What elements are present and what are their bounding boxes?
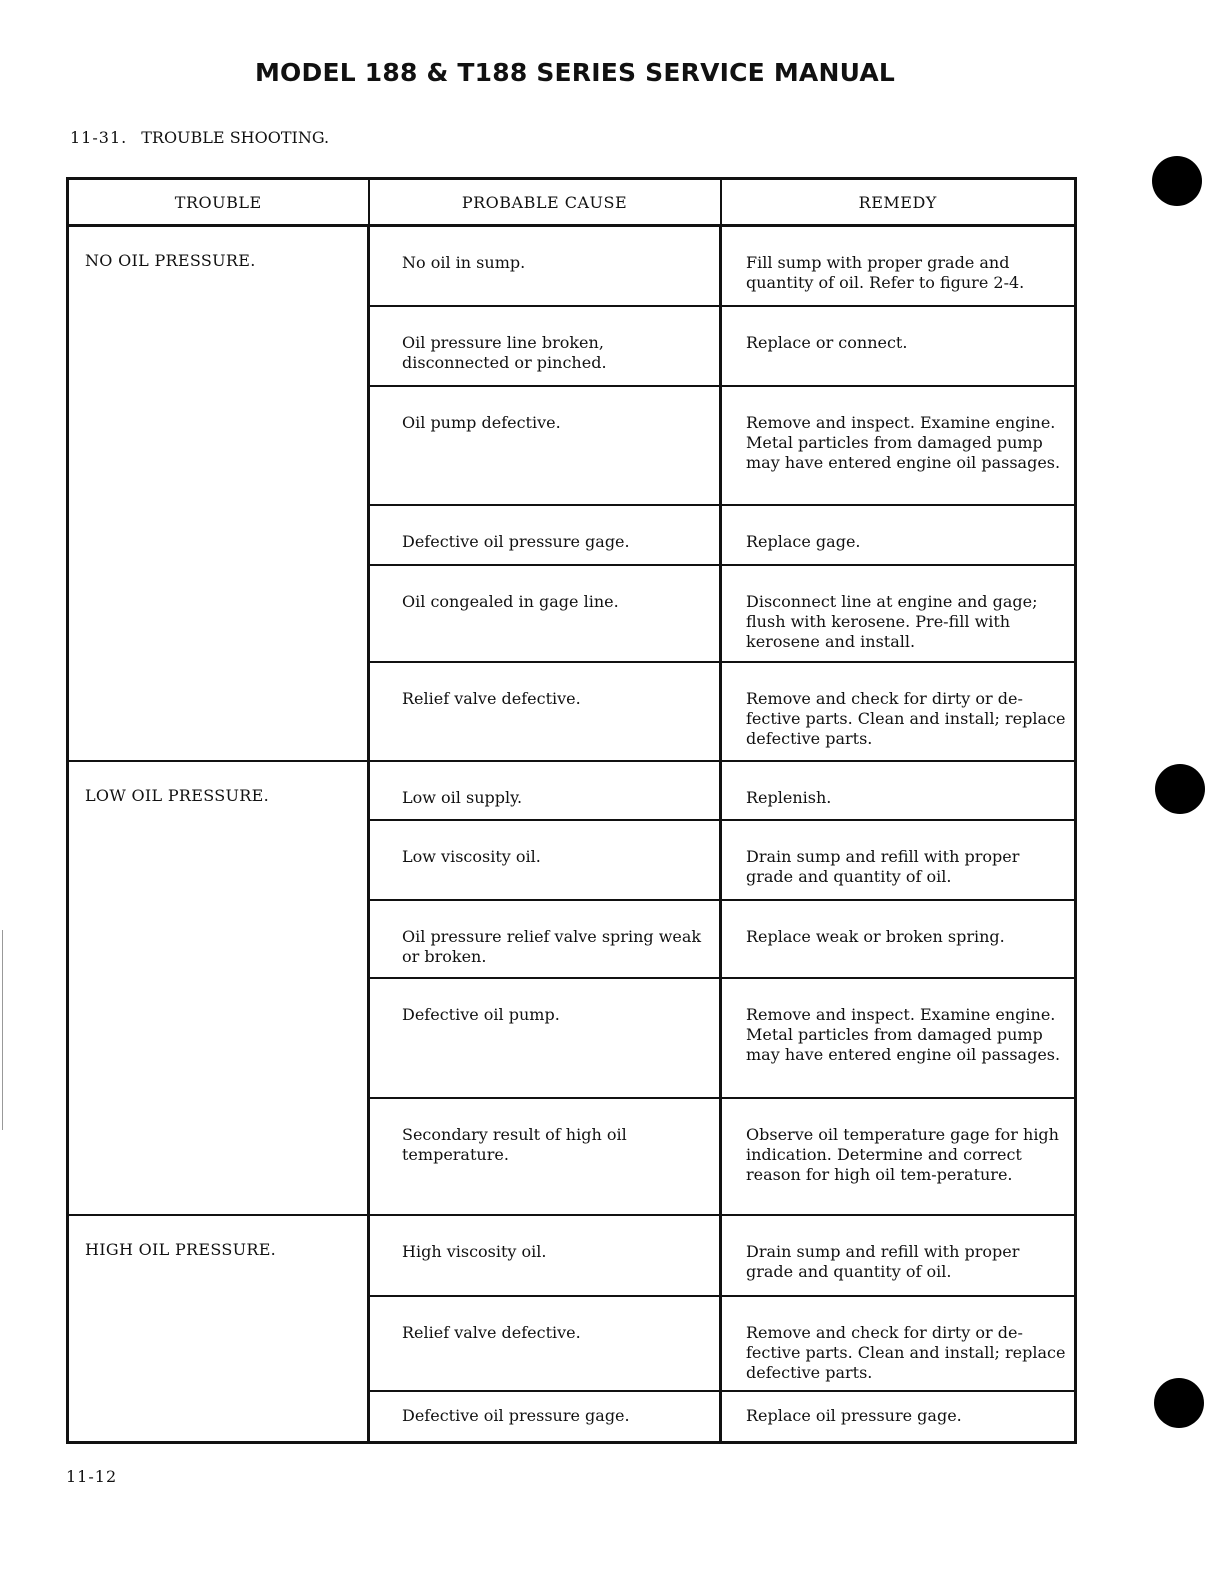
cause-cell: Oil pump defective. [369, 386, 721, 505]
remedy-cell: Replace gage. [721, 505, 1076, 565]
column-header-probable-cause: PROBABLE CAUSE [369, 179, 721, 226]
remedy-cell: Replace oil pressure gage. [721, 1391, 1076, 1443]
section-heading [70, 128, 329, 147]
troubleshooting-table [66, 177, 1077, 1444]
remedy-cell: Drain sump and refill with proper grade and quantity of oil. [721, 820, 1076, 900]
cause-cell: No oil in sump. [369, 226, 721, 306]
binder-hole-marker [1154, 1378, 1204, 1428]
cause-cell: Defective oil pressure gage. [369, 505, 721, 565]
remedy-cell: Replenish. [721, 761, 1076, 820]
table-row [68, 761, 1076, 820]
remedy-cell: Fill sump with proper grade and quantity of oil. Refer to figure 2-4. [721, 226, 1076, 306]
remedy-cell: Remove and check for dirty or de-fective parts. Clean and install; replace defective parts. [721, 1296, 1076, 1391]
cause-cell: Defective oil pump. [369, 978, 721, 1098]
cause-cell: Oil pressure line broken, disconnected or pinched. [369, 306, 721, 386]
page-header-title: MODEL 188 & T188 SERIES SERVICE MANUAL [254, 58, 896, 87]
cause-cell: Oil congealed in gage line. [369, 565, 721, 662]
page-number: 11-12 [66, 1467, 118, 1486]
remedy-cell: Remove and inspect. Examine engine. Metal particles from damaged pump may have entered engine oil passages. [721, 978, 1076, 1098]
remedy-cell: Disconnect line at engine and gage; flush with kerosene. Pre-fill with kerosene and install. [721, 565, 1076, 662]
cause-cell: Relief valve defective. [369, 1296, 721, 1391]
cause-cell: Defective oil pressure gage. [369, 1391, 721, 1443]
cause-cell: High viscosity oil. [369, 1215, 721, 1296]
trouble-cell: LOW OIL PRESSURE. [68, 761, 369, 1215]
trouble-cell: HIGH OIL PRESSURE. [68, 1215, 369, 1443]
trouble-cell: NO OIL PRESSURE. [68, 226, 369, 761]
binder-hole-marker [1155, 764, 1205, 814]
remedy-cell: Remove and inspect. Examine engine. Metal particles from damaged pump may have entered engine oil passages. [721, 386, 1076, 505]
remedy-cell: Replace or connect. [721, 306, 1076, 386]
remedy-cell: Drain sump and refill with proper grade and quantity of oil. [721, 1215, 1076, 1296]
cause-cell: Oil pressure relief valve spring weak or broken. [369, 900, 721, 978]
column-header-remedy: REMEDY [721, 179, 1076, 226]
cause-cell: Relief valve defective. [369, 662, 721, 761]
remedy-cell: Remove and check for dirty or de-fective parts. Clean and install; replace defective parts. [721, 662, 1076, 761]
remedy-cell: Observe oil temperature gage for high indication. Determine and correct reason for high oil tem-perature. [721, 1098, 1076, 1215]
table-row [68, 1215, 1076, 1296]
section-title: TROUBLE SHOOTING. [141, 128, 330, 147]
remedy-cell: Replace weak or broken spring. [721, 900, 1076, 978]
cause-cell: Low oil supply. [369, 761, 721, 820]
cause-cell: Low viscosity oil. [369, 820, 721, 900]
table-header-row [68, 179, 1076, 226]
table-row [68, 226, 1076, 306]
cause-cell: Secondary result of high oil temperature. [369, 1098, 721, 1215]
binder-hole-marker [1152, 156, 1202, 206]
column-header-trouble: TROUBLE [68, 179, 369, 226]
scan-margin-line [2, 930, 3, 1130]
section-number: 11-31. [70, 128, 128, 147]
